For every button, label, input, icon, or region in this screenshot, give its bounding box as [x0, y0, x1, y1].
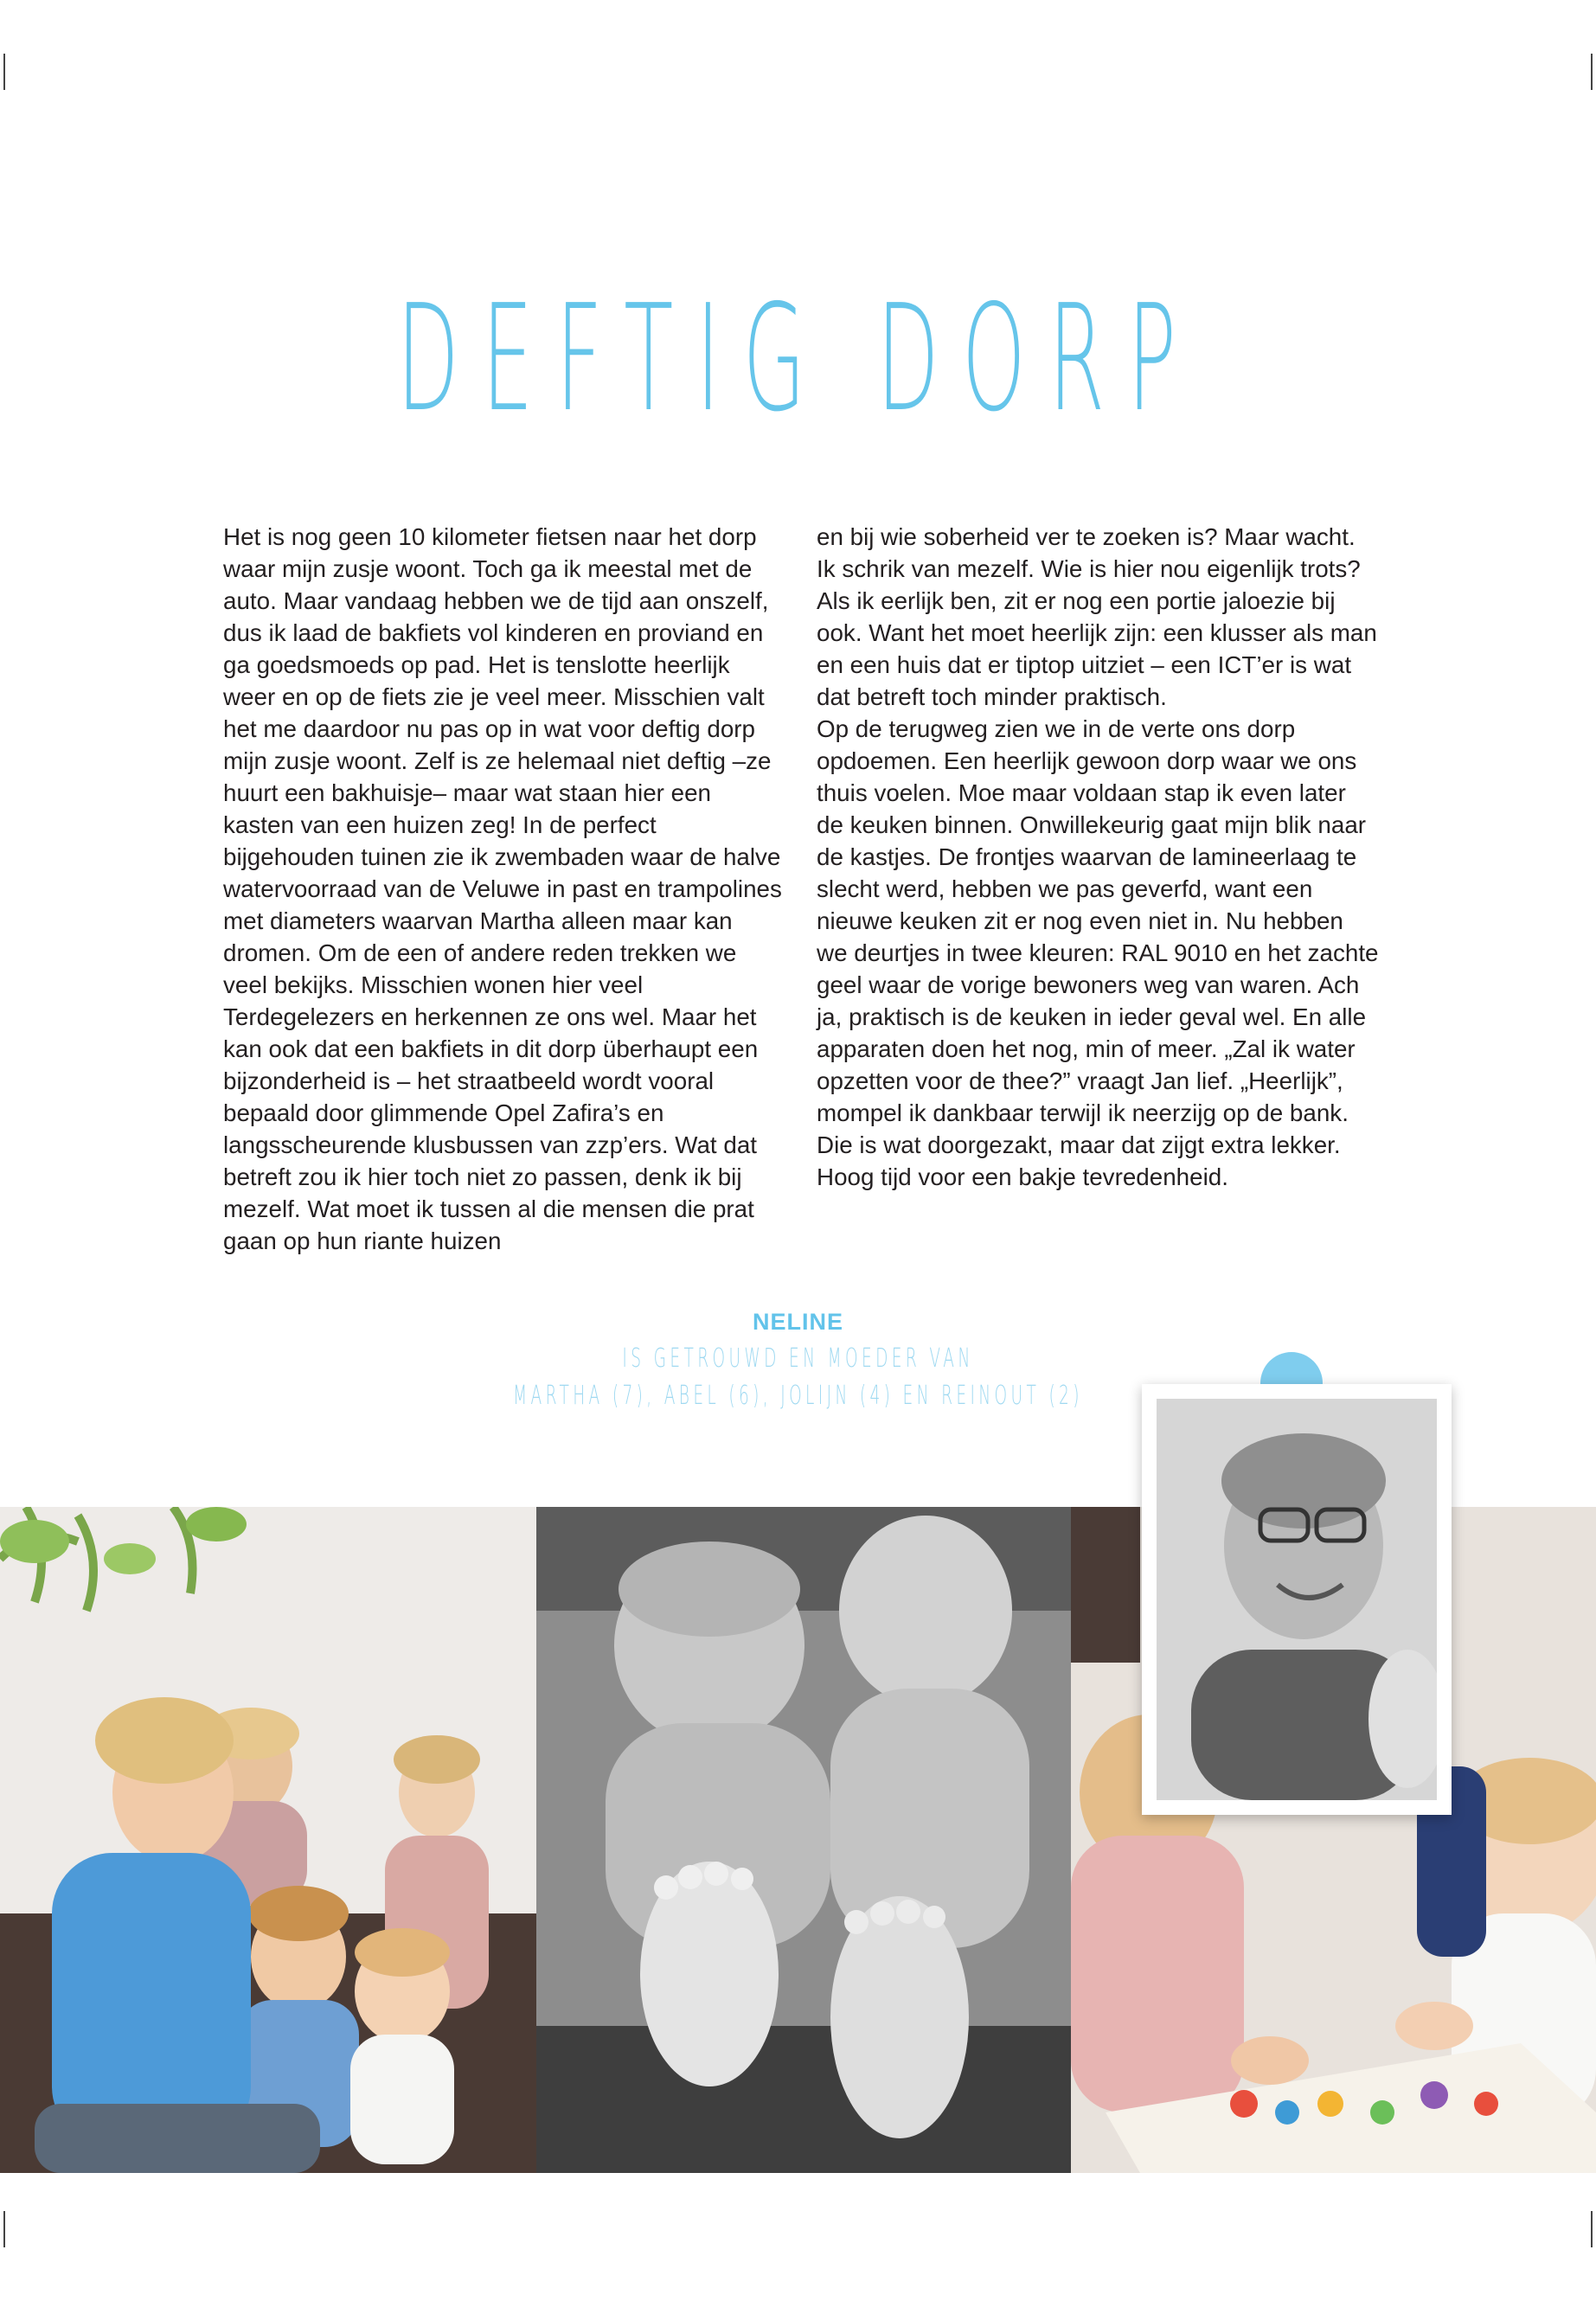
- crop-mark-top-left: [3, 54, 5, 90]
- children-feet-photo: [536, 1507, 1071, 2173]
- author-portrait-frame: [1142, 1384, 1452, 1815]
- article-paragraph: Het is nog geen 10 kilometer fietsen naar het dorp waar mijn zusje woont. Toch ga ik meestal met de auto. Maar vandaag hebben we de tijd aan onszelf, dus ik laad de bakfiets vol kinderen en proviand en ga goedsmoeds op pad. Het is tenslotte heerlijk weer en op de fiets zie je veel meer. Misschien valt het me daardoor nu pas op in wat voor deftig dorp mijn zusje woont. Zelf is ze helemaal niet deftig –ze huurt een bakhuisje– maar wat staan hier een kasten van een huizen zeg! In de perfect bijgehouden tuinen zie ik zwembaden waar de halve watervoorraad van de Veluwe in past en trampolines met diameters waarvan Martha alleen maar kan dromen. Om de een of andere reden trekken we veel bekijks. Misschien wonen hier veel Terdegelezers en herkennen ze ons wel. Maar het kan ook dat een bakfiets in dit dorp überhaupt een bijzonderheid is – het straatbeeld wordt vooral bepaald door glimmende Opel Zafira’s en langsscheurende klusbussen van zzp’ers. Wat dat betreft zou ik hier toch niet zo passen, denk ik bij mezelf. Wat moet ik tussen al die mensen die prat gaan op hun riante huizen: [223, 523, 782, 1254]
- family-photo: [0, 1507, 536, 2173]
- author-name: NELINE: [752, 1309, 843, 1335]
- article-column-right: [817, 521, 1379, 1193]
- author-portrait-art: [1157, 1399, 1437, 1800]
- author-bio-line: IS GETROUWD EN MOEDER VAN: [622, 1343, 974, 1374]
- crop-mark-top-right: [1591, 54, 1593, 90]
- author-bio-line: MARTHA (7), ABEL (6), JOLIJN (4) EN REINOUT (2): [513, 1381, 1083, 1411]
- article-paragraph: en bij wie soberheid ver te zoeken is? Maar wacht. Ik schrik van mezelf. Wie is hier nou eigenlijk trots? Als ik eerlijk ben, zit er nog een portie jaloezie bij ook. Want het moet heerlijk zijn: een klusser als man en een huis dat er tiptop uitziet – een ICT’er is wat dat betreft toch minder praktisch.: [817, 523, 1377, 710]
- page-title: DEFTIG DORP: [396, 273, 1200, 445]
- article-paragraph: Op de terugweg zien we in de verte ons dorp opdoemen. Een heerlijk gewoon dorp waar we ons thuis voelen. Moe maar voldaan stap ik even later de keuken binnen. Onwillekeurig gaat mijn blik naar de kastjes. De frontjes waarvan de lamineerlaag te slecht werd, hebben we pas geverfd, want een nieuwe keuken zit er nog even niet in. Nu hebben we deurtjes in twee kleuren: RAL 9010 en het zachte geel waar de vorige bewoners weg van waren. Ach ja, praktisch is de keuken in ieder geval wel. En alle apparaten doen het nog, min of meer. „Zal ik water opzetten voor de thee?” vraagt Jan lief. „Heerlijk”, mompel ik dankbaar terwijl ik neerzijg op de bank. Die is wat doorgezakt, maar dat zijgt extra lekker. Hoog tijd voor een bakje tevredenheid.: [817, 715, 1379, 1190]
- family-photo-art: [0, 1507, 536, 2173]
- crop-mark-bottom-left: [3, 2211, 5, 2247]
- crop-mark-bottom-right: [1591, 2211, 1593, 2247]
- article-column-left: [223, 521, 785, 1257]
- author-portrait-photo: [1157, 1399, 1437, 1800]
- children-feet-photo-art: [536, 1507, 1071, 2173]
